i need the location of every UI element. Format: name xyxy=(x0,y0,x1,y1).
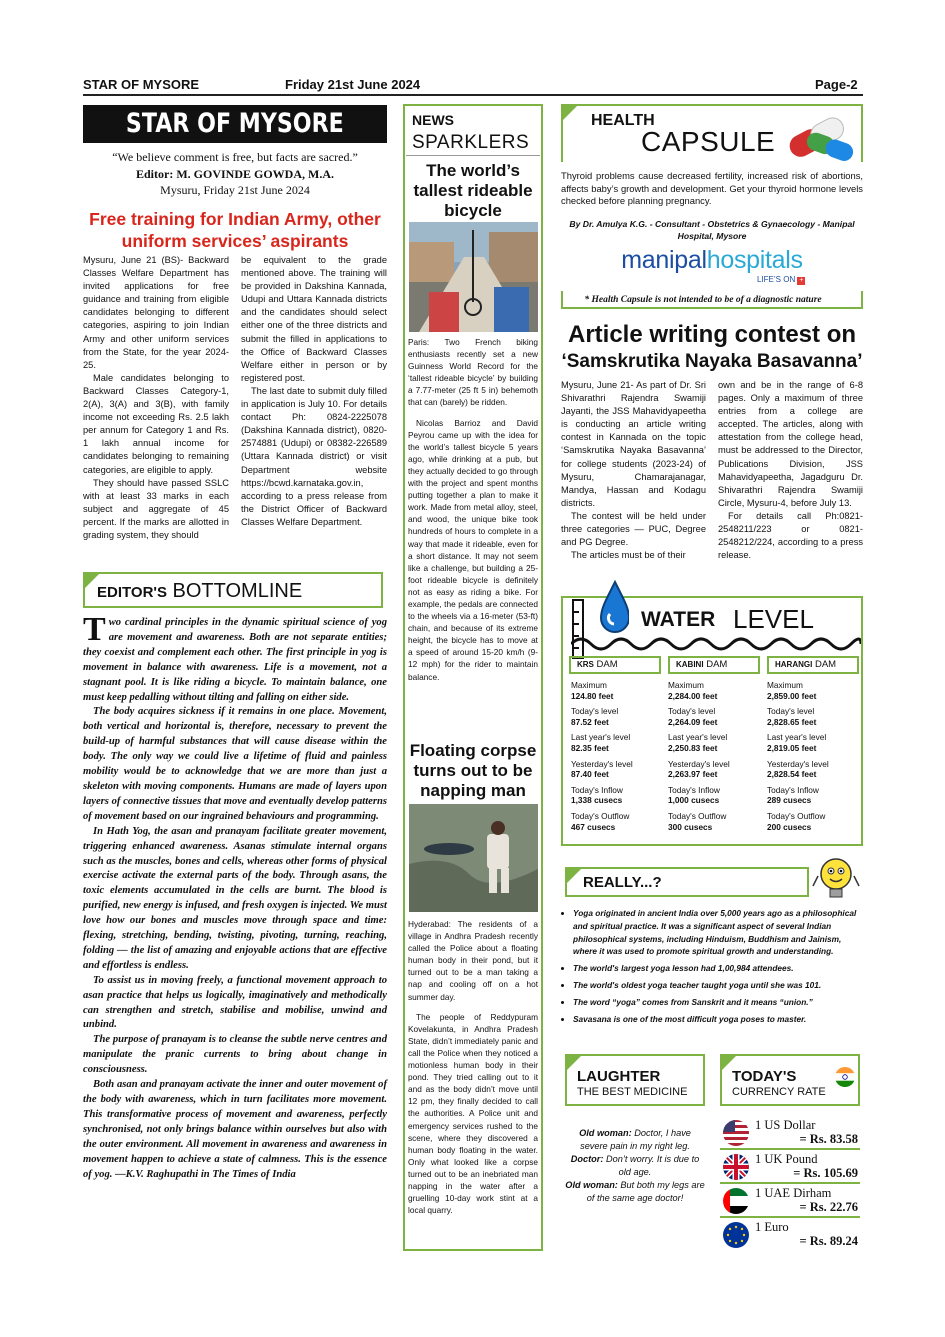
news-sparklers-header xyxy=(406,108,540,156)
drop-cap: T xyxy=(83,611,106,648)
currency-row xyxy=(720,1218,860,1252)
section-label: WATER xyxy=(641,608,716,631)
list-item: • The word “yoga” comes from Sanskrit and it means “union.” xyxy=(573,996,863,1009)
bicycle-photo xyxy=(409,222,538,332)
currency-row xyxy=(720,1116,860,1150)
section-label: TODAY'S xyxy=(732,1068,797,1085)
dam-name: KRS DAM xyxy=(569,656,661,674)
masthead-info xyxy=(83,149,387,199)
dam-reading: Today's level 87.52 feet xyxy=(571,706,619,727)
currency-name: 1 Euro xyxy=(755,1220,789,1234)
currency-value: = Rs. 22.76 xyxy=(799,1200,858,1214)
section-label-2: LEVEL xyxy=(733,604,814,634)
contest-headline: Article writing contest on xyxy=(567,321,857,348)
motto: “We believe comment is free, but facts are sacred.” xyxy=(112,150,358,164)
news-story-1 xyxy=(408,336,538,683)
paragraph: The body acquires sickness if it remains in one place. Movement, both vertical and horizontal is, therefore, necessary to prevent the build-up of harmful substances that will cause disease within the body. The only way we could live a lifetime of fluid and painless mobility would be to acknowledge that we are more than just a skeleton with moving components. Humans are made of layers upon layers of connective tissues that move and eventually develop patterns of movement based on our ingrained behaviours and programming. xyxy=(83,706,387,822)
really-list xyxy=(561,907,863,1029)
section-label: NEWS xyxy=(412,112,454,128)
capsule-icon xyxy=(781,108,861,162)
section-label-2: SPARKLERS xyxy=(412,132,530,153)
list-item: • The world's oldest yoga teacher taught yoga until she was 101. xyxy=(573,979,863,992)
currency-name: 1 UK Pound xyxy=(755,1152,818,1166)
section-label-2: CAPSULE xyxy=(641,126,776,157)
lead-column-1 xyxy=(83,254,229,542)
section-label-2: CURRENCY RATE xyxy=(732,1086,826,1098)
dam-name: HARANGI DAM xyxy=(767,656,859,674)
dam-reading: Today's Outflow 467 cusecs xyxy=(571,810,630,832)
paragraph: Mysuru, June 21 (BS)- Backward Classes Welfare Department has invited applications for free guidance and training from eligible candidates belonging to different categories, aspiring to join Indian Army and other uniform services from the State, for the year 2024-25. xyxy=(83,255,229,370)
paragraph: In Hath Yog, the asan and pranayam facilitate greater movement, triggering enhanced awareness. Asanas stimulate internal organs such as the muscles, bones and cells, whereas other forms of physical exercise activate the external parts of the body. Through asans, the toxic elements accumulated in the cells are burnt. The blood is purified, new energy is infused, and fresh oxygen is injected. We must love how our bones and muscles move through space and time: flexing, stretching, bending, twisting, pivoting, turning, reaching, folding — the list of amazing and enjoyable actions that are effective and effortless is endless. xyxy=(83,825,387,971)
us-flag-icon xyxy=(722,1119,750,1147)
joke-line: Old woman: But both my legs are of the same age doctor! xyxy=(565,1179,705,1203)
dam-reading: Last year's level 2,250.83 feet xyxy=(668,732,728,753)
paragraph: Mysuru, June 21- As part of Dr. Sri Shivarathri Rajendra Swamiji Jayanti, the JSS Mahavidyapeetha is conducting an article writing contest in Kannada on the topic ‘Samskrutika Nayaka Basavanna’ for college students (2023-24) of Mysuru, Chamarajanagar, Mandya, Hassan and Kodagu districts. xyxy=(561,380,706,508)
dam-reading: Today's level 2,264.09 feet xyxy=(668,706,718,727)
currency-name: 1 US Dollar xyxy=(755,1118,816,1132)
paragraph: Nicolas Barrioz and David Peyrou came up with the idea for the world’s tallest bicycle 5 years ago, while drinking at a pub, but they actually decided to go through with the project and spent months putting together a plan to make it work. Made from metal alloy, steel, and wood, the unique bike took hundreds of hours to complete in a way that made it rideable, even for a short distance. It may not seem like a challenge, but building a 25-foot rideable bicycle is definitely not as easy as riding a bike. For example, the pedals are connected to the wheels via a 16-meter (53-ft) chain, and because of its extreme height, the bicycle has to move at a speed of around 15-20 km/h (9-12 mph) for the rider to maintain balance. xyxy=(408,417,538,682)
joke-line: Doctor: Don’t worry. It is due to old age. xyxy=(570,1153,700,1177)
laughter-joke xyxy=(565,1127,705,1204)
paragraph: Hyderabad: The residents of a village in Andhra Pradesh recently called the Police about a floating human body in their pond, but it turned out to be a man taking a nap and cooling off on a hot summer day. xyxy=(408,919,538,1002)
dam-reading: Yesterday's level 87.40 feet xyxy=(571,758,633,780)
editors-bottomline-body xyxy=(83,611,387,1182)
list-item: • Yoga originated in ancient India over 5,000 years ago as a philosophical and spiritual practice. It was a significant aspect of several Indian philosophical systems, including Hinduism, Buddhism and Jainism, where it was used to promote spiritual growth and understanding. xyxy=(573,907,863,958)
dam-name: KABINI DAM xyxy=(668,656,760,674)
list-item: • The world's largest yoga lesson had 1,00,984 attendees. xyxy=(573,962,863,975)
currency-row xyxy=(720,1184,860,1218)
water-level-box xyxy=(561,596,863,846)
dam-reading: Today's Inflow 289 cusecs xyxy=(767,784,819,806)
dam-reading: Last year's level 2,819.05 feet xyxy=(767,732,827,753)
uae-flag-icon xyxy=(722,1187,750,1215)
dam-reading: Today's level 2,828.65 feet xyxy=(767,706,817,727)
dam-reading: Last year's level 82.35 feet xyxy=(571,732,631,753)
section-label-2: BOTTOMLINE xyxy=(172,580,303,602)
paragraph: own and be in the range of 6-8 pages. Only a maximum of three entries from a college are accepted. The articles, along with attestation from the college head, must be addressed to the Director, Publications Division, JSS Mahavidyapeetha, Jagadguru Dr. Shivarathri Rajendra Swamiji Circle, Mysuru-4, before July 13. xyxy=(718,380,863,508)
really-header xyxy=(565,867,809,897)
dam-column xyxy=(569,656,661,832)
paragraph: Two cardinal principles in the dynamic spiritual science of yog are movement and awareness. Both are not separate entities; they coexist and complement each other. The first principle in yog is movement in balance with awareness. Life is a movement, not a stagnant pool. It is like riding a bicycle. To maintain balance, one must keep pedalling without tilting and falling on either side. xyxy=(83,611,387,703)
dam-reading: Today's Outflow 300 cusecs xyxy=(668,810,727,832)
section-label-2: THE BEST MEDICINE xyxy=(577,1086,688,1098)
currency-rates xyxy=(720,1116,860,1256)
section-label: LAUGHTER xyxy=(577,1068,661,1085)
editors-bottomline-header xyxy=(83,572,383,608)
lead-column-2 xyxy=(241,254,387,529)
dam-reading: Today's Inflow 1,000 cusecs xyxy=(668,784,720,806)
currency-name: 1 UAE Dirham xyxy=(755,1186,832,1200)
dam-column xyxy=(767,656,859,832)
dam-reading: Today's Inflow 1,338 cusecs xyxy=(571,784,623,806)
paragraph: The people of Reddypuram Kovelakunta, in Andhra Pradesh State, didn’t immediately panic and call the Police when they noticed a motionless human body in their pond. They tried calling out to it and as the body didn’t move until 12 pm, they finally decided to call the authorities. A Police unit and emergency services rushed to the scene, where they discovered a human body floating in the water. Only what looked like a corpse turned out to be an inebriated man napping in the water after a gruelling 10-day work stint at a local quarry. xyxy=(408,1011,538,1216)
currency-value: = Rs. 89.24 xyxy=(799,1234,858,1248)
dam-reading: Yesterday's level 2,828.54 feet xyxy=(767,758,829,780)
brand-part-1: manipal xyxy=(621,246,707,274)
manipal-tagline: LIFE’S ON + xyxy=(757,275,804,284)
dam-column xyxy=(668,656,760,832)
uk-flag-icon xyxy=(722,1153,750,1181)
health-text: Thyroid problems cause decreased fertility, increased risk of abortions, affects baby’s growth and development. Get your thyroid hormone levels checked before planning pregnancy. xyxy=(561,170,863,207)
news-story-2 xyxy=(408,918,538,1216)
currency-row xyxy=(720,1150,860,1184)
india-flag-icon xyxy=(834,1066,856,1088)
paragraph: They should have passed SSLC with at least 33 marks in each subject and aggregate of 45 percent. If the marks are allotted in grading system, they should xyxy=(83,477,229,540)
dam-reading: Maximum 2,284.00 feet xyxy=(668,680,718,701)
list-item: • Savasana is one of the most difficult yoga poses to master. xyxy=(573,1013,863,1026)
section-label: REALLY...? xyxy=(583,874,662,891)
dam-reading: Yesterday's level 2,263.97 feet xyxy=(668,758,730,780)
issue-date: Friday 21st June 2024 xyxy=(285,77,421,92)
paragraph: The purpose of pranayam is to cleanse the subtle nerve centres and manipulate the pranic currents to bring about change in consciousness. xyxy=(83,1034,387,1076)
dam-reading: Maximum 124.80 feet xyxy=(571,680,614,701)
pond-photo xyxy=(409,804,538,912)
brand-part-2: hospitals xyxy=(706,246,803,274)
contest-subheadline: ‘Samskrutika Nayaka Basavanna’ xyxy=(561,351,863,372)
masthead-title: STAR OF MYSORE xyxy=(126,108,344,139)
paragraph: To assist us in moving freely, a functional movement approach to asan practice that helps us logically, imaginatively and methodically can strengthen and stretch, stabilise and mobilise, unwind and unbind. xyxy=(83,974,387,1031)
paragraph: Paris: Two French biking enthusiasts recently set a new Guinness World Record for the ‘tallest rideable bicycle’ by building a 7.77-meter (25 ft 5 in) behemoth that can (barely) be ridden. xyxy=(408,337,538,408)
contest-column-2 xyxy=(718,379,863,562)
paragraph: be equivalent to the grade mentioned above. The training will be provided in Dakshina Kannada, Udupi and Uttara Kannada districts and the candidates should select either one of the three districts and submit the filled in applications to the Office of Backward Classes Welfare either in person or by registered post. xyxy=(241,255,387,383)
editor-line: Editor: M. GOVINDE GOWDA, M.A. xyxy=(136,166,334,181)
news-headline-1: The world’s tallest rideable bicycle xyxy=(413,161,533,220)
corner-triangle xyxy=(563,106,577,120)
laughter-header xyxy=(565,1054,705,1106)
paragraph: The last date to submit duly filled in application is July 10. For details contact Ph: 0824-2225078 (Dakshina Kannada district), 0820-2574881 (Udupi) or 08382-226589 (Uttara Kannada district) or visit Department website https://bcwd.karnataka.gov.in, according to a press release from the District Officer of Backward Classes Welfare Department. xyxy=(241,385,387,527)
joke-line: Old woman: Doctor, I have severe pain in my right leg. xyxy=(579,1128,691,1151)
paragraph: For details call Ph:0821-2548211/223 or 0821-2548212/224, according to a press release. xyxy=(718,510,863,561)
masthead xyxy=(83,105,387,143)
lead-headline: Free training for Indian Army, other uniform services’ aspirants xyxy=(89,209,381,251)
paragraph: Male candidates belonging to Backward Classes Category-1, 2(A), 3(A) and 3(B), with family income not exceeding Rs. 2.5 lakh per annum for Category 1 and Rs. 1 lakh annual income for candidates belonging to remaining categories, are eligible to apply. xyxy=(83,372,229,475)
paragraph: Both asan and pranayam activate the inner and outer movement of the body with awareness, which in turn facilitates more movement. This transformative process of movement and awareness, perfectly synchronised, not only brings balance within ourselves but also with the outer environment. All movement in awareness and awareness in movement happen to achieve a state of calmness. This is the essence of yog. —K.V. Raghupathi in The Times of India xyxy=(83,1079,387,1180)
eu-flag-icon xyxy=(722,1221,750,1249)
paper-name: STAR OF MYSORE xyxy=(83,77,200,92)
health-byline: By Dr. Amulya K.G. - Consultant - Obstetrics & Gynaecology - Manipal Hospital, Mysore xyxy=(569,219,855,241)
contest-column-1 xyxy=(561,379,706,562)
news-headline-2: Floating corpse turns out to be napping man xyxy=(409,741,537,800)
currency-value: = Rs. 83.58 xyxy=(799,1132,858,1146)
page-number: Page-2 xyxy=(815,77,858,92)
manipal-logo xyxy=(561,246,863,275)
health-capsule-header xyxy=(561,104,863,162)
section-label: EDITOR'S xyxy=(97,584,167,601)
health-note: * Health Capsule is not intended to be of a diagnostic nature xyxy=(584,295,822,305)
paragraph: The contest will be held under three categories — PUC, Degree and PG Degree. xyxy=(561,510,706,548)
header-rule xyxy=(83,94,863,96)
section-label: HEALTH xyxy=(591,112,655,129)
paragraph: The articles must be of their xyxy=(571,550,686,561)
corner-triangle xyxy=(567,869,581,883)
dateline: Mysuru, Friday 21st June 2024 xyxy=(160,183,310,197)
currency-header xyxy=(720,1054,860,1106)
currency-value: = Rs. 105.69 xyxy=(793,1166,858,1180)
lightbulb-icon xyxy=(812,852,860,904)
dam-reading: Today's Outflow 200 cusecs xyxy=(767,810,826,832)
dam-reading: Maximum 2,859.00 feet xyxy=(767,680,817,701)
wave-divider xyxy=(571,634,861,652)
